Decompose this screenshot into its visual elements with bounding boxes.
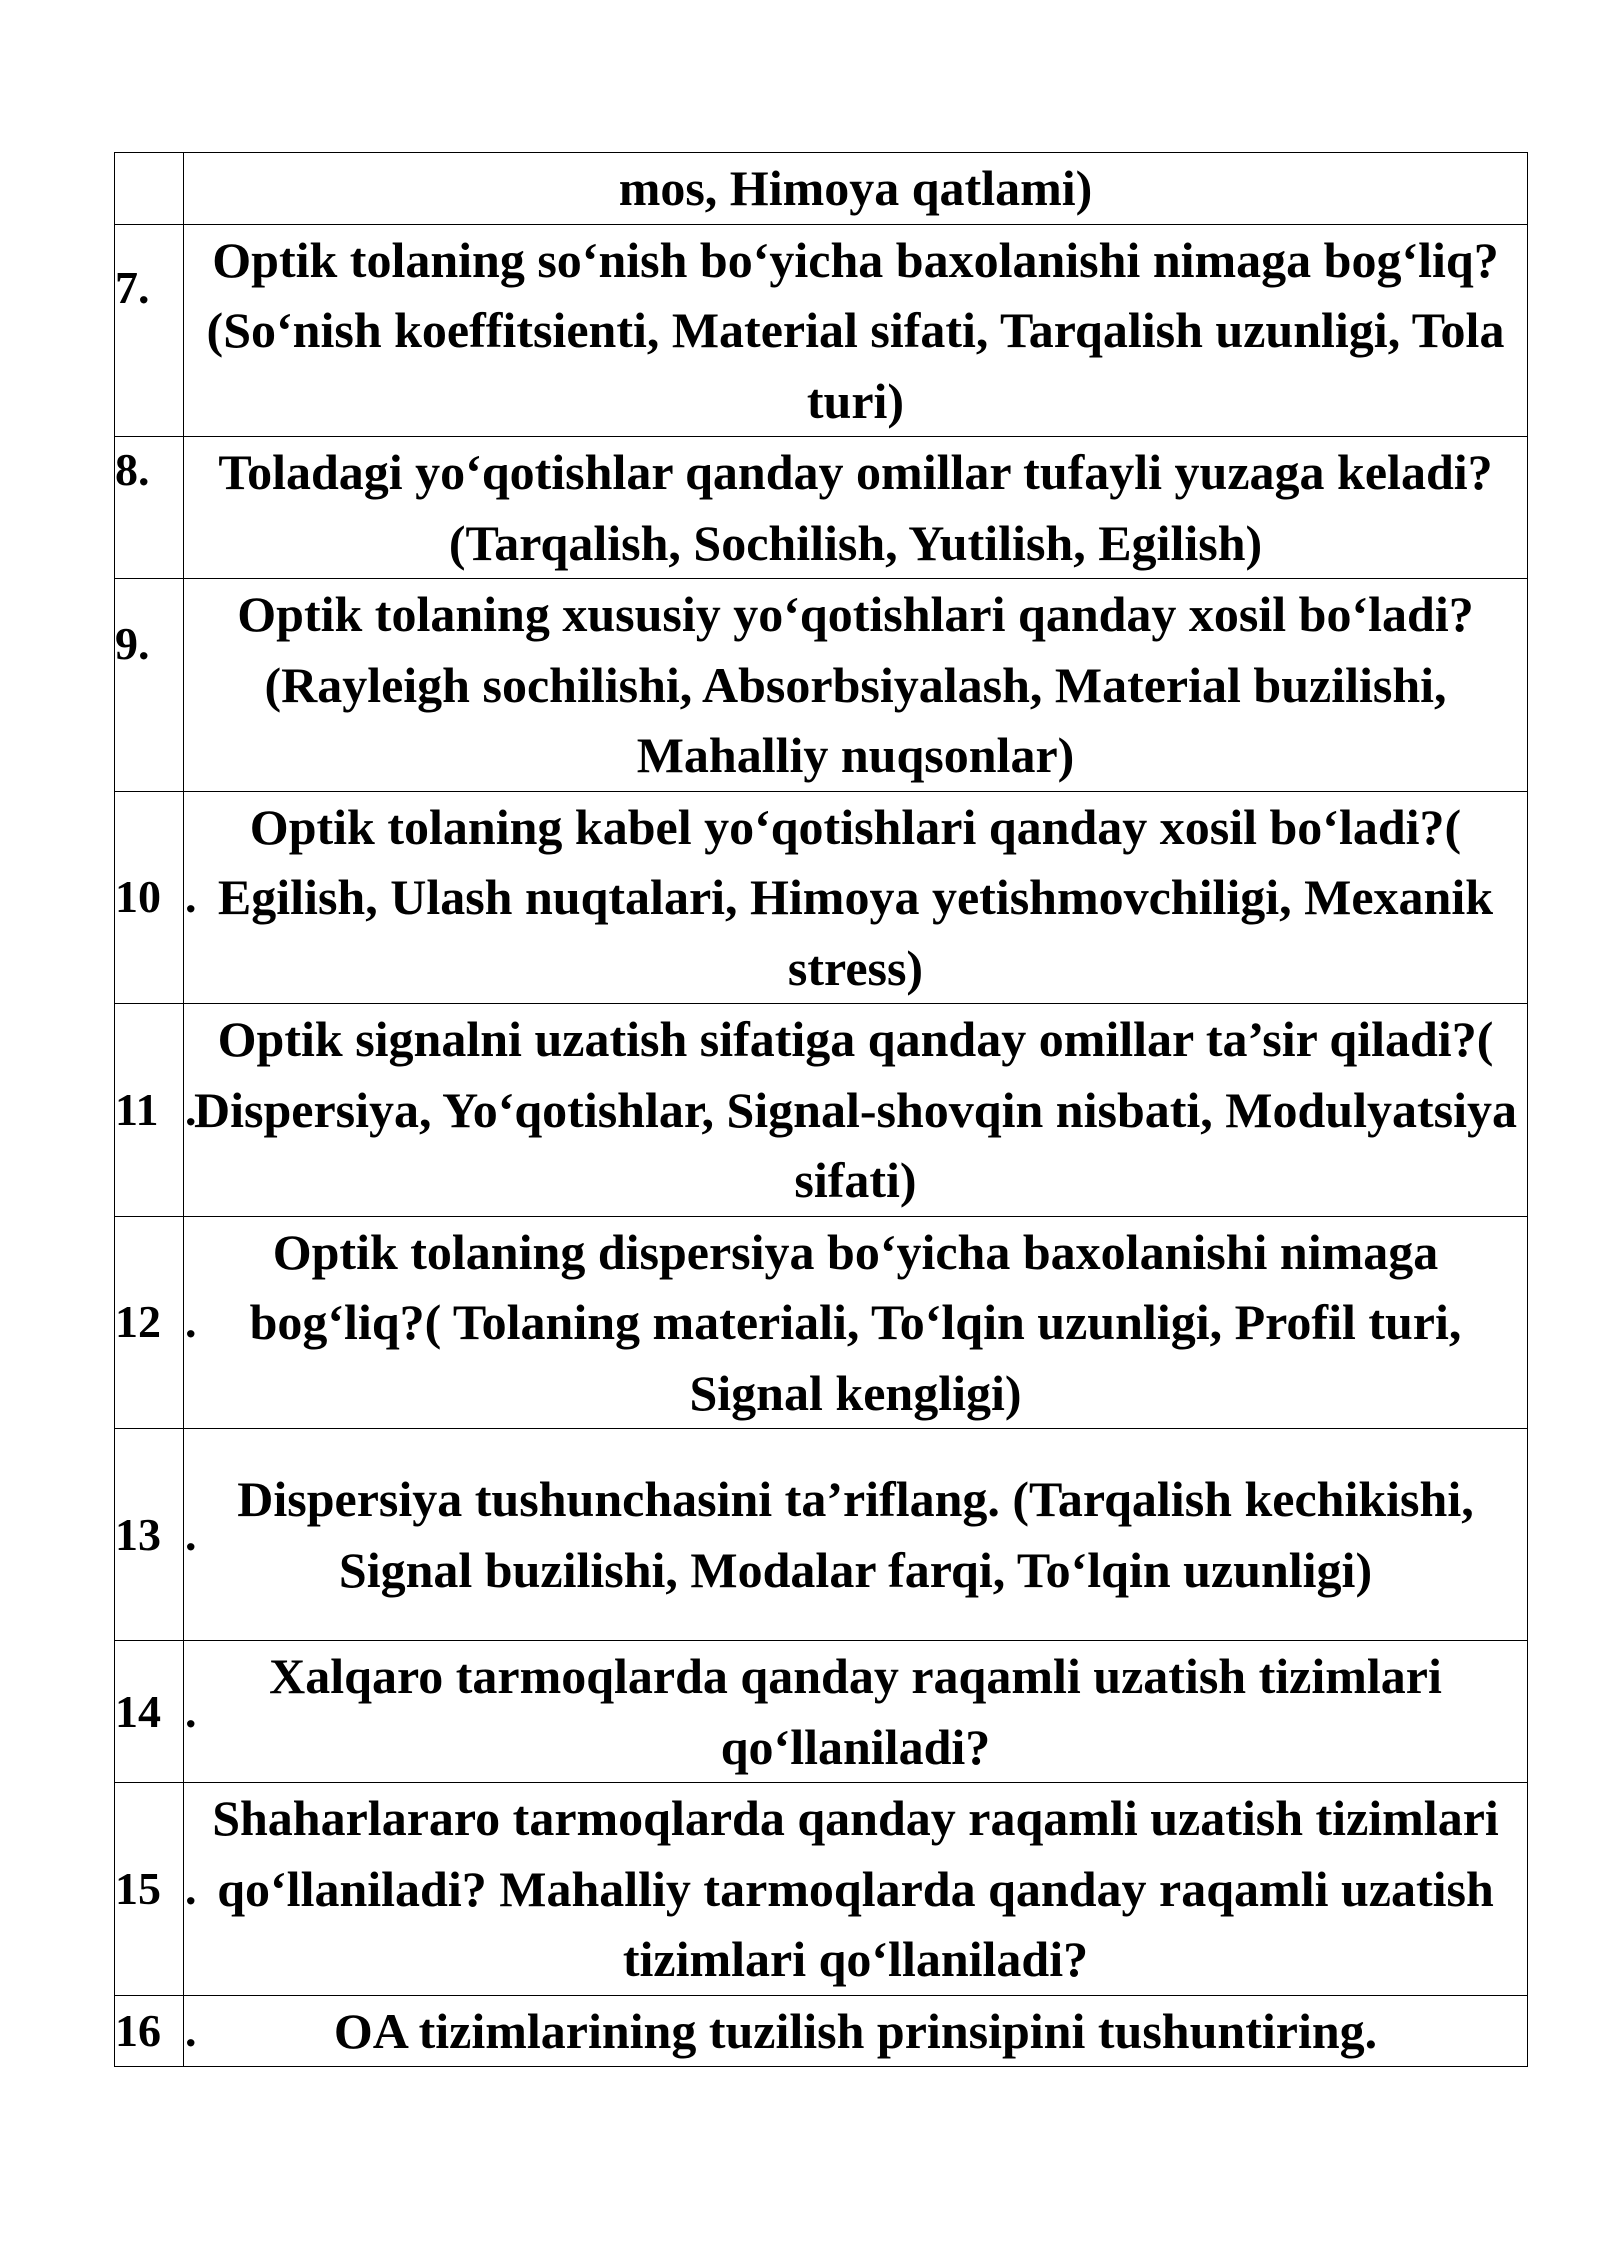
table-row bbox=[115, 1783, 1528, 1996]
row-number-dot: . bbox=[185, 1862, 197, 1914]
question-text: mos, Himoya qatlami) bbox=[184, 153, 1528, 225]
question-text: Optik tolaning kabel yo‘qotishlari qanday xosil bo‘ladi?( Egilish, Ulash nuqtalari, Himoya yetishmovchiligi, Mexanik stress) bbox=[184, 791, 1528, 1004]
question-text: Optik tolaning xususiy yo‘qotishlari qanday xosil bo‘ladi? (Rayleigh sochilishi, Absorbsiyalash, Material buzilishi, Mahalliy nuqsonlar) bbox=[184, 579, 1528, 792]
table-row bbox=[115, 1216, 1528, 1429]
row-number-dot: . bbox=[185, 871, 197, 923]
table-row bbox=[115, 579, 1528, 792]
table-row bbox=[115, 791, 1528, 1004]
row-number-value: 16 bbox=[115, 2004, 161, 2056]
table-row bbox=[115, 224, 1528, 437]
question-text: Dispersiya tushunchasini ta’riflang. (Tarqalish kechikishi, Signal buzilishi, Modalar farqi, To‘lqin uzunligi) bbox=[184, 1429, 1528, 1641]
row-number bbox=[115, 791, 197, 1004]
row-number bbox=[115, 1995, 197, 2067]
row-number bbox=[115, 153, 184, 225]
table-row bbox=[115, 437, 1528, 579]
question-text: Optik signalni uzatish sifatiga qanday omillar ta’sir qiladi?( Dispersiya, Yo‘qotishlar, Signal-shovqin nisbati, Modulyatsiya sifati) bbox=[184, 1004, 1528, 1217]
row-number-value: 11 bbox=[115, 1083, 159, 1135]
questions-table bbox=[114, 152, 1528, 2067]
row-number-dot: . bbox=[185, 1508, 197, 1560]
row-number-dot: . bbox=[185, 2004, 197, 2056]
table-row bbox=[115, 1004, 1528, 1217]
question-text: Optik tolaning dispersiya bo‘yicha baxolanishi nimaga bog‘liq?( Tolaning materiali, To‘lqin uzunligi, Profil turi, Signal kengligi) bbox=[184, 1216, 1528, 1429]
row-number bbox=[115, 1641, 197, 1783]
row-number bbox=[115, 1004, 197, 1217]
row-number-value: 13 bbox=[115, 1508, 161, 1560]
row-number-dot: . bbox=[185, 1296, 197, 1348]
row-number-value: 10 bbox=[115, 871, 161, 923]
row-number: 8. bbox=[115, 437, 184, 579]
table-row bbox=[115, 153, 1528, 225]
row-number bbox=[115, 1429, 197, 1641]
row-number-dot: . bbox=[185, 1685, 197, 1737]
row-number-value: 14 bbox=[115, 1685, 161, 1737]
row-number-dot: . bbox=[185, 1083, 197, 1135]
row-number: 7. bbox=[115, 224, 184, 437]
table-row bbox=[115, 1429, 1528, 1641]
row-number bbox=[115, 1783, 197, 1996]
question-text: Shaharlararo tarmoqlarda qanday raqamli uzatish tizimlari qo‘llaniladi? Mahalliy tarmoqlarda qanday raqamli uzatish tizimlari qo‘llaniladi? bbox=[184, 1783, 1528, 1996]
question-text: Xalqaro tarmoqlarda qanday raqamli uzatish tizimlari qo‘llaniladi? bbox=[184, 1641, 1528, 1783]
question-text: OA tizimlarining tuzilish prinsipini tushuntiring. bbox=[184, 1995, 1528, 2067]
question-text: Toladagi yo‘qotishlar qanday omillar tufayli yuzaga keladi? (Tarqalish, Sochilish, Yutilish, Egilish) bbox=[184, 437, 1528, 579]
table-row bbox=[115, 1995, 1528, 2067]
question-text: Optik tolaning so‘nish bo‘yicha baxolanishi nimaga bog‘liq? (So‘nish koeffitsienti, Material sifati, Tarqalish uzunligi, Tola turi) bbox=[184, 224, 1528, 437]
row-number-value: 15 bbox=[115, 1862, 161, 1914]
table-row bbox=[115, 1641, 1528, 1783]
row-number: 9. bbox=[115, 579, 184, 792]
row-number bbox=[115, 1216, 197, 1429]
row-number-value: 12 bbox=[115, 1296, 161, 1348]
